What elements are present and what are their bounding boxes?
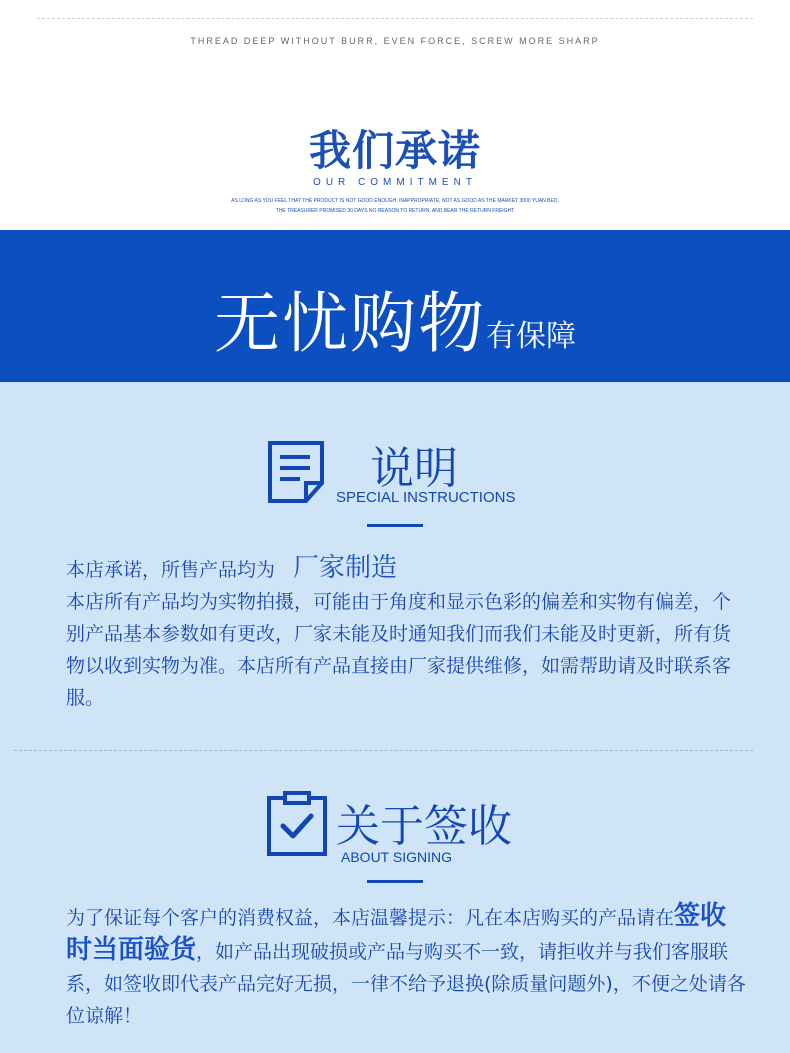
top-divider [37,18,753,19]
instructions-title: 说明 [370,443,458,494]
signing-highlight: 签收时当面验货 [66,901,727,965]
signing-subtitle: ABOUT SIGNING [341,849,452,865]
signing-text [66,900,746,1032]
instructions-lead: 本店承诺，所售产品均为 [66,559,276,581]
banner-sub-text: 有保障 [486,319,576,354]
commitment-note [0,196,790,216]
signing-underline [367,880,423,883]
commitment-note-line2: THE TREASURER PROMISED 30 DAYS NO REASON TO RETURN, AND BEAR THE RETURN FREIGHT [275,208,515,214]
signing-lead: 为了保证每个客户的消费权益，本店温馨提示：凡在本店购买的产品请在 [66,907,675,929]
instructions-underline [367,524,423,527]
signing-title: 关于签收 [336,801,512,852]
commitment-subtitle: OUR COMMITMENT [313,177,477,188]
commitment-note-line1: AS LONG AS YOU FEEL THAT THE PRODUCT IS NOT GOOD ENOUGH, INAPPROPRIATE, NOT AS GOOD AS THE MARKET 3000 YUAN BED, [231,198,559,204]
instructions-body: 本店所有产品均为实物拍摄，可能由于角度和显示色彩的偏差和实物有偏差，个别产品基本参数如有更改，厂家未能及时通知我们而我们未能及时更新，所有货物以收到实物为准。本店所有产品直接由厂家提供维修，如需帮助请及时联系客服。 [66,591,732,709]
section-divider [14,750,753,751]
guarantee-banner [0,230,790,382]
header-section [0,0,790,230]
instructions-highlight: 厂家制造 [293,553,398,583]
instructions-text [66,552,746,714]
clipboard-check-icon [265,790,329,858]
signing-body: ，如产品出现破损或产品与购买不一致，请拒收并与我们客服联系，如签收即代表产品完好无损，一律不给予退换(除质量问题外)，不便之处请各位谅解！ [66,941,746,1027]
instructions-subtitle: SPECIAL INSTRUCTIONS [336,489,516,506]
banner-main-text: 无忧购物 [214,285,486,362]
document-icon [266,439,326,505]
tagline: THREAD DEEP WITHOUT BURR, EVEN FORCE, SCREW MORE SHARP [190,36,600,46]
commitment-title: 我们承诺 [308,126,481,175]
